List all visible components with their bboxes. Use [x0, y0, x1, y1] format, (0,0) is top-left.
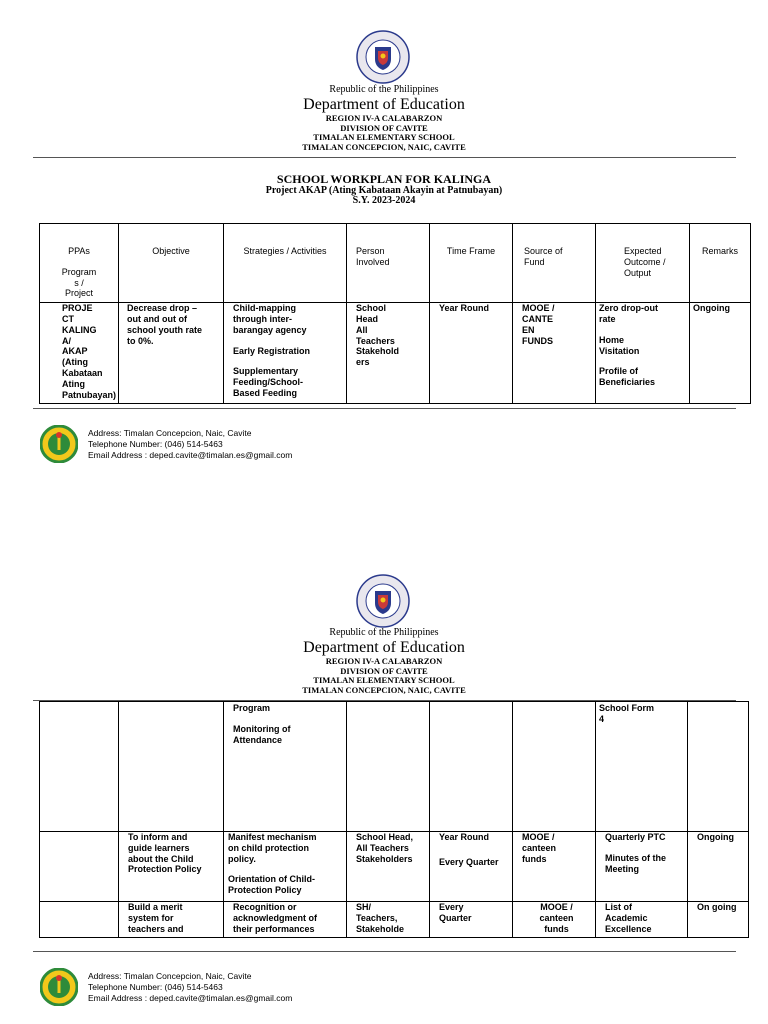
- region-line: REGION IV-A CALABARZON: [325, 656, 443, 666]
- outcome-text: List of Academic Excellence: [605, 902, 652, 934]
- table-row: [40, 902, 749, 938]
- footer-phone: Telephone Number: (046) 514-5463: [88, 439, 223, 449]
- title-line-2: Project AKAP (Ating Kabataan Akayin at Patnubayan): [265, 184, 503, 196]
- cell-person: [347, 832, 430, 902]
- cell-strategies: [224, 902, 347, 938]
- region-line: REGION IV-A CALABARZON: [325, 113, 443, 123]
- time-1: Year Round: [439, 832, 490, 842]
- footer-contact: [88, 971, 292, 1004]
- strategy-2: Early Registration: [233, 345, 311, 356]
- strategy-1: Manifest mechanism on child protection policy.: [228, 832, 317, 864]
- objective-text: Decrease drop – out and out of school youth rate to 0%.: [127, 303, 203, 346]
- republic-line: Republic of the Philippines: [329, 84, 439, 95]
- cell-objective: [119, 832, 224, 902]
- cell-expected: [596, 832, 688, 902]
- footer-email: Email Address : deped.cavite@timalan.es@gmail.com: [88, 993, 293, 1003]
- person-text: School Head All Teachers Stakehold ers: [356, 303, 400, 368]
- ppas-label: PPAs: [68, 246, 90, 256]
- cell-strategies: [224, 702, 347, 832]
- school-logo-icon: [40, 968, 78, 1006]
- strategy-program: Program: [233, 703, 271, 713]
- department-name: Department of Education: [303, 639, 465, 656]
- source-label: Source of Fund: [524, 246, 563, 267]
- outcome-3: Profile of Beneficiaries: [599, 366, 656, 388]
- table-row: [40, 832, 749, 902]
- footer-divider: [33, 951, 736, 952]
- cell-remarks: [688, 902, 749, 938]
- footer-email: Email Address : deped.cavite@timalan.es@gmail.com: [88, 450, 293, 460]
- address-line: TIMALAN CONCEPCION, NAIC, CAVITE: [302, 684, 466, 695]
- remarks-label: Remarks: [701, 246, 738, 256]
- cell-person: [347, 702, 430, 832]
- remarks-text: Ongoing: [693, 303, 730, 314]
- republic-line: Republic of the Philippines: [329, 627, 439, 638]
- division-line: DIVISION OF CAVITE: [340, 122, 428, 133]
- timeframe-text: Year Round: [439, 303, 490, 314]
- strategies-label: Strategies / Activities: [243, 246, 327, 256]
- department-name: Department of Education: [303, 96, 465, 113]
- workplan-table-continued: [39, 701, 749, 938]
- table-row: [40, 702, 749, 832]
- outcome-1: Zero drop-out rate: [599, 303, 658, 324]
- cell-ppas: [40, 832, 119, 902]
- letterhead: [0, 628, 768, 694]
- title-line-3: S.Y. 2023-2024: [352, 195, 416, 207]
- strategy-2: Orientation of Child- Protection Policy: [228, 874, 315, 896]
- footer-address: Address: Timalan Concepcion, Naic, Cavite: [88, 428, 252, 438]
- school-line: TIMALAN ELEMENTARY SCHOOL: [313, 675, 455, 685]
- person-text: SH/ Teachers, Stakeholde: [356, 902, 405, 934]
- ppas-text: PROJE CT KALING A/ AKAP (Ating Kabataan Ating Patnubayan): [62, 303, 117, 400]
- cell-source: [513, 832, 596, 902]
- cell-timeframe: [430, 832, 513, 902]
- title-line-1: SCHOOL WORKPLAN FOR KALINGA: [276, 172, 492, 186]
- remarks-text: On going: [697, 902, 737, 912]
- person-label: Person Involved: [356, 246, 390, 267]
- strategy-text: Recognition or acknowledgment of their performances: [233, 902, 318, 934]
- cell-timeframe: [430, 902, 513, 938]
- cell-strategies: [224, 832, 347, 902]
- outcome-2: Minutes of the Meeting: [605, 852, 666, 874]
- cell-ppas: [40, 902, 119, 938]
- time-2: Every Quarter: [439, 856, 499, 867]
- strategy-1: Child-mapping through inter- barangay agency: [233, 303, 307, 335]
- cell-ppas: [40, 702, 119, 832]
- footer-phone: Telephone Number: (046) 514-5463: [88, 982, 223, 992]
- source-text: MOOE / canteen funds: [539, 902, 574, 934]
- outcome-1: Quarterly PTC: [605, 832, 666, 842]
- cell-person: [347, 902, 430, 938]
- cell-expected: [596, 702, 688, 832]
- time-text: Every Quarter: [439, 902, 472, 923]
- programs-label: Program s / Project: [61, 266, 97, 299]
- footer-address: Address: Timalan Concepcion, Naic, Cavite: [88, 971, 252, 981]
- cell-timeframe: [430, 702, 513, 832]
- cell-objective: [119, 702, 224, 832]
- timeframe-label: Time Frame: [446, 246, 496, 256]
- cell-remarks: [688, 702, 749, 832]
- remarks-text: Ongoing: [697, 832, 734, 842]
- outcome-school-form: School Form 4: [599, 703, 655, 724]
- strategy-3: Supplementary Feeding/School- Based Feeding: [233, 366, 304, 398]
- person-text: School Head, All Teachers Stakeholders: [356, 832, 414, 864]
- address-line: TIMALAN CONCEPCION, NAIC, CAVITE: [302, 141, 466, 152]
- footer: [40, 968, 360, 1012]
- cell-expected: [596, 902, 688, 938]
- school-line: TIMALAN ELEMENTARY SCHOOL: [313, 132, 455, 142]
- source-text: MOOE / CANTE EN FUNDS: [522, 303, 555, 346]
- outcome-2: Home Visitation: [599, 334, 640, 356]
- cell-source: [513, 902, 596, 938]
- objective-text: To inform and guide learners about the Child Protection Policy: [128, 832, 202, 875]
- cell-remarks: [688, 832, 749, 902]
- objective-text: Build a merit system for teachers and: [128, 902, 184, 934]
- cell-objective: [119, 902, 224, 938]
- source-text: MOOE / canteen funds: [522, 832, 557, 864]
- objective-label: Objective: [152, 246, 190, 256]
- deped-seal-icon: [356, 574, 410, 628]
- expected-label: Expected Outcome / Output: [624, 246, 666, 278]
- cell-source: [513, 702, 596, 832]
- strategy-monitoring: Monitoring of Attendance: [233, 723, 291, 745]
- division-line: DIVISION OF CAVITE: [340, 665, 428, 676]
